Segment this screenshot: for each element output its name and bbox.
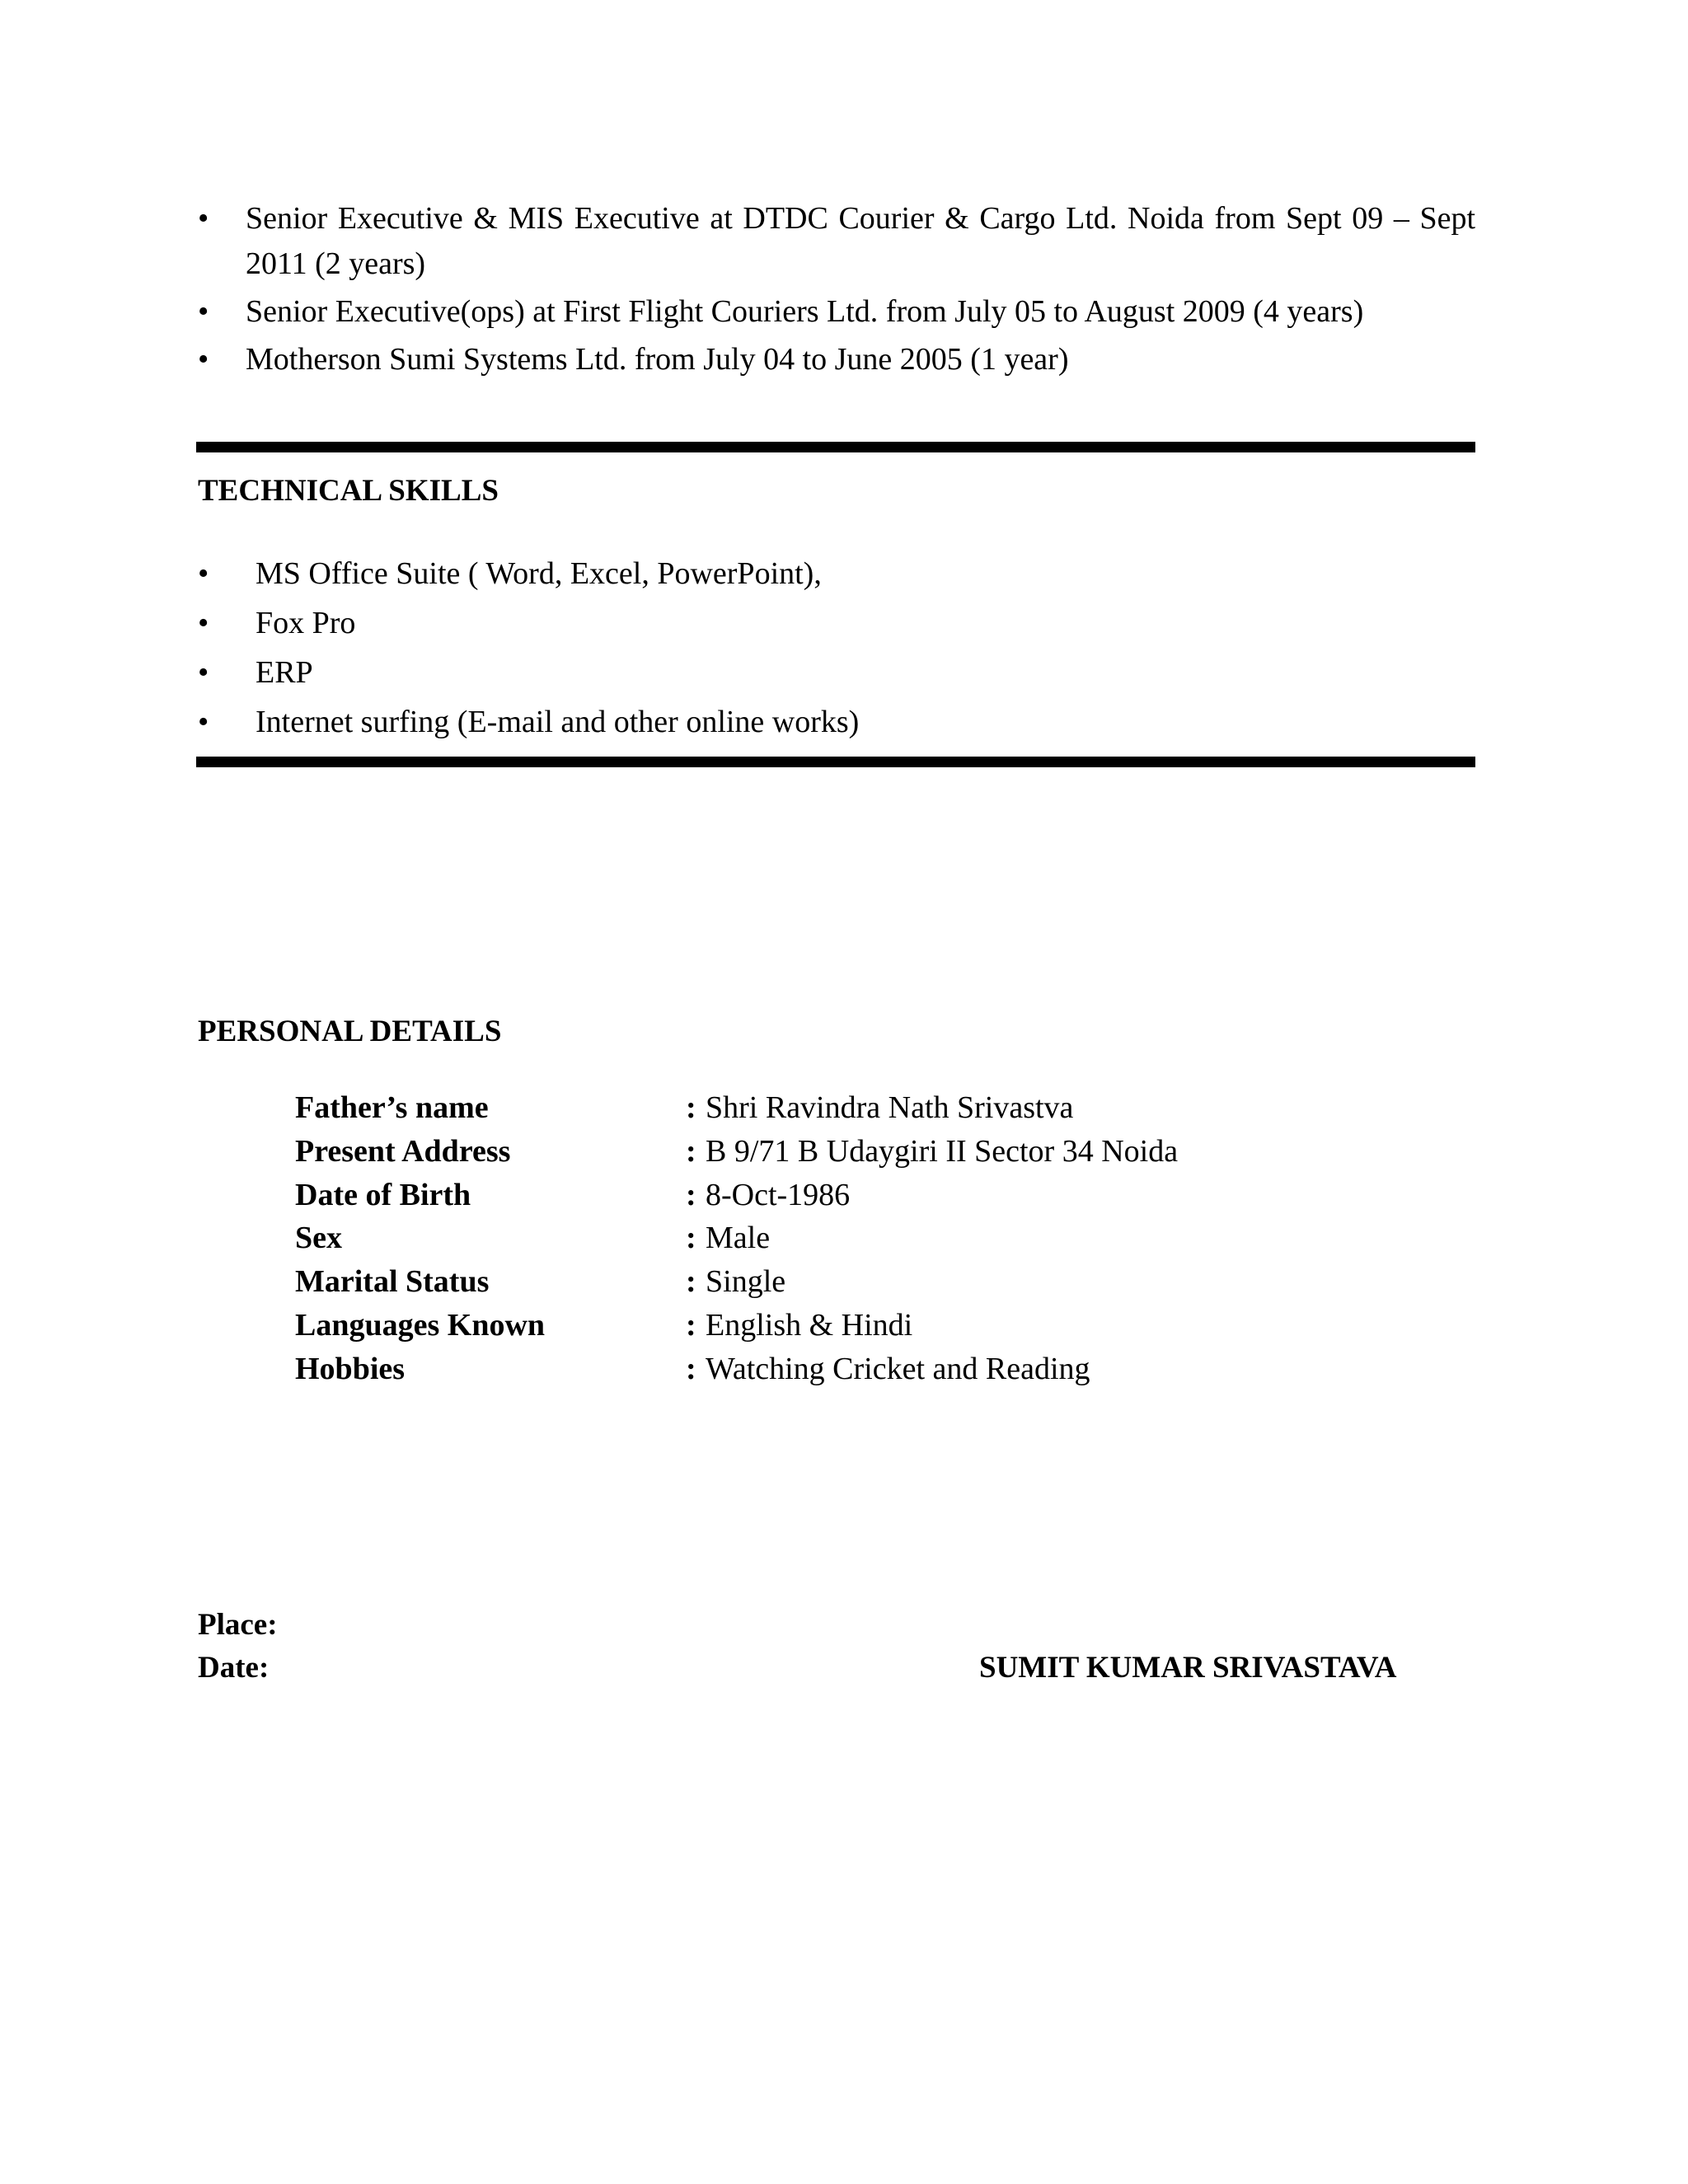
detail-label: Father’s name bbox=[295, 1090, 489, 1125]
detail-value: B 9/71 B Udaygiri II Sector 34 Noida bbox=[706, 1133, 1179, 1169]
detail-label: Sex bbox=[295, 1221, 342, 1256]
technical-skills-list bbox=[198, 549, 859, 747]
skill-text: Fox Pro bbox=[256, 606, 356, 640]
detail-label: Present Address bbox=[295, 1133, 511, 1169]
detail-label: Date of Birth bbox=[295, 1177, 471, 1212]
skill-item bbox=[198, 549, 859, 598]
detail-label: Languages Known bbox=[295, 1307, 546, 1343]
skill-text: ERP bbox=[256, 655, 313, 690]
detail-label: Hobbies bbox=[295, 1351, 406, 1386]
experience-text: Senior Executive(ops) at First Flight Couriers Ltd. from July 05 to August 2009 (4 years) bbox=[246, 294, 1364, 329]
detail-row-hobbies bbox=[295, 1347, 1178, 1391]
personal-details-table bbox=[295, 1086, 1178, 1391]
experience-item bbox=[198, 196, 1475, 287]
experience-item bbox=[198, 337, 1475, 382]
bullet-icon: • bbox=[198, 556, 209, 591]
experience-list bbox=[198, 196, 1475, 385]
detail-row-fathers-name bbox=[295, 1086, 1178, 1130]
skill-text: MS Office Suite ( Word, Excel, PowerPoint), bbox=[256, 556, 822, 591]
detail-colon: : bbox=[686, 1133, 696, 1169]
detail-value: 8-Oct-1986 bbox=[706, 1177, 851, 1212]
detail-label: Marital Status bbox=[295, 1264, 490, 1300]
detail-row-date-of-birth bbox=[295, 1174, 1178, 1217]
bullet-icon: • bbox=[198, 606, 209, 640]
experience-text: Motherson Sumi Systems Ltd. from July 04 to June 2005 (1 year) bbox=[246, 342, 1069, 377]
bullet-icon: • bbox=[198, 342, 209, 377]
section-divider bbox=[196, 442, 1475, 452]
detail-colon: : bbox=[686, 1307, 696, 1343]
section-divider bbox=[196, 757, 1475, 767]
detail-row-marital-status bbox=[295, 1260, 1178, 1304]
skill-item bbox=[198, 697, 859, 747]
skill-item bbox=[198, 598, 859, 648]
place-label: Place: bbox=[198, 1608, 278, 1642]
detail-value: Shri Ravindra Nath Srivastva bbox=[706, 1090, 1074, 1125]
detail-row-languages-known bbox=[295, 1304, 1178, 1347]
experience-text: Senior Executive & MIS Executive at DTDC Courier & Cargo Ltd. Noida from Sept 09 – Sept 2011 (2 years) bbox=[246, 201, 1475, 281]
detail-value: Watching Cricket and Reading bbox=[706, 1351, 1090, 1386]
signature-name: SUMIT KUMAR SRIVASTAVA bbox=[979, 1651, 1397, 1685]
detail-value: English & Hindi bbox=[706, 1307, 913, 1343]
bullet-icon: • bbox=[198, 705, 209, 739]
detail-row-sex bbox=[295, 1216, 1178, 1260]
bullet-icon: • bbox=[198, 294, 209, 329]
bullet-icon: • bbox=[198, 201, 209, 236]
detail-value: Male bbox=[706, 1221, 771, 1256]
detail-value: Single bbox=[706, 1264, 786, 1300]
detail-colon: : bbox=[686, 1264, 696, 1300]
detail-colon: : bbox=[686, 1177, 696, 1212]
experience-item bbox=[198, 289, 1475, 335]
detail-colon: : bbox=[686, 1221, 696, 1256]
personal-details-heading: PERSONAL DETAILS bbox=[198, 1015, 502, 1048]
skill-item bbox=[198, 648, 859, 697]
date-label: Date: bbox=[198, 1651, 270, 1685]
bullet-icon: • bbox=[198, 655, 209, 690]
detail-row-present-address bbox=[295, 1130, 1178, 1174]
technical-skills-heading: TECHNICAL SKILLS bbox=[198, 474, 499, 508]
skill-text: Internet surfing (E-mail and other online works) bbox=[256, 705, 860, 739]
detail-colon: : bbox=[686, 1351, 696, 1386]
detail-colon: : bbox=[686, 1090, 696, 1125]
